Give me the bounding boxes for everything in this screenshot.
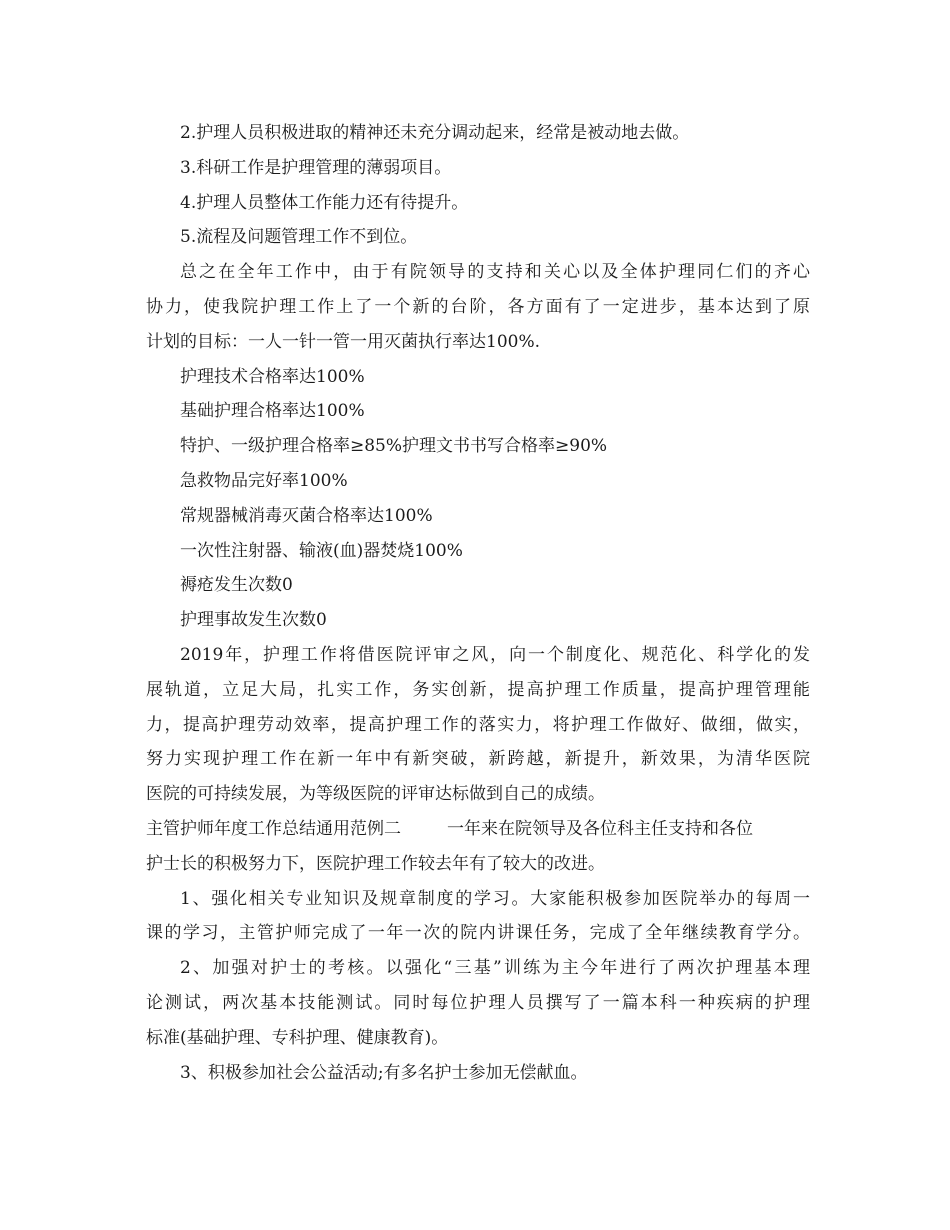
metric-line: 急救物品完好率100% xyxy=(180,470,348,491)
paragraph-line: 努力实现护理工作在新一年中有新突破，新跨越，新提升，新效果，为清华医院 xyxy=(146,749,810,770)
paragraph-line: 力，提高护理劳动效率，提高护理工作的落实力，将护理工作做好、做细，做实， xyxy=(146,714,810,735)
section-lead-text: 一年来在院领导及各位科主任支持和各位 xyxy=(447,818,753,839)
metric-line: 护理事故发生次数0 xyxy=(180,610,327,631)
metric-line: 常规器械消毒灭菌合格率达100% xyxy=(180,505,433,526)
metric-line: 护理技术合格率达100% xyxy=(180,366,365,387)
document-body xyxy=(146,116,810,1090)
paragraph-line: 总之在全年工作中，由于有院领导的支持和关心以及全体护理同仁们的齐心 xyxy=(180,262,810,283)
paragraph-line: 5.流程及问题管理工作不到位。 xyxy=(180,227,418,248)
paragraph-line: 2019年，护理工作将借医院评审之风，向一个制度化、规范化、科学化的发 xyxy=(180,644,810,665)
paragraph-line: 标准(基础护理、专科护理、健康教育)。 xyxy=(146,1027,449,1048)
paragraph-line: 3.科研工作是护理管理的薄弱项目。 xyxy=(180,157,452,178)
paragraph-line: 计划的目标：一人一针一管一用灭菌执行率达100%. xyxy=(146,331,541,352)
paragraph-line: 协力，使我院护理工作上了一个新的台阶，各方面有了一定进步，基本达到了原 xyxy=(146,296,810,317)
paragraph-line: 论测试，两次基本技能测试。同时每位护理人员撰写了一篇本科一种疾病的护理 xyxy=(146,992,810,1013)
paragraph-line: 展轨道，立足大局，扎实工作，务实创新，提高护理工作质量，提高护理管理能 xyxy=(146,679,810,700)
paragraph-line: 医院的可持续发展，为等级医院的评审达标做到自己的成绩。 xyxy=(146,784,605,805)
paragraph-line: 2.护理人员积极进取的精神还未充分调动起来，经常是被动地去做。 xyxy=(180,123,690,143)
metric-line: 一次性注射器、输液(血)器焚烧100% xyxy=(180,540,463,561)
paragraph-line: 1、强化相关专业知识及规章制度的学习。大家能积极参加医院举办的每周一 xyxy=(180,888,810,909)
metric-line: 基础护理合格率达100% xyxy=(180,401,365,422)
metric-line: 褥疮发生次数0 xyxy=(180,575,293,596)
section-heading-line xyxy=(146,812,810,847)
paragraph-line: 护士长的积极努力下，医院护理工作较去年有了较大的改进。 xyxy=(146,853,605,874)
paragraph-line: 课的学习，主管护师完成了一年一次的院内讲课任务，完成了全年继续教育学分。 xyxy=(146,923,810,944)
paragraph-line: 3、积极参加社会公益活动;有多名护士参加无偿献血。 xyxy=(180,1062,588,1083)
paragraph-line: 2、加强对护士的考核。以强化“三基”训练为主今年进行了两次护理基本理 xyxy=(180,958,810,979)
paragraph-line: 4.护理人员整体工作能力还有待提升。 xyxy=(180,192,469,213)
metric-line: 特护、一级护理合格率≥85%护理文书书写合格率≥90% xyxy=(180,436,608,457)
section-title: 主管护师年度工作总结通用范例二 xyxy=(146,818,401,839)
